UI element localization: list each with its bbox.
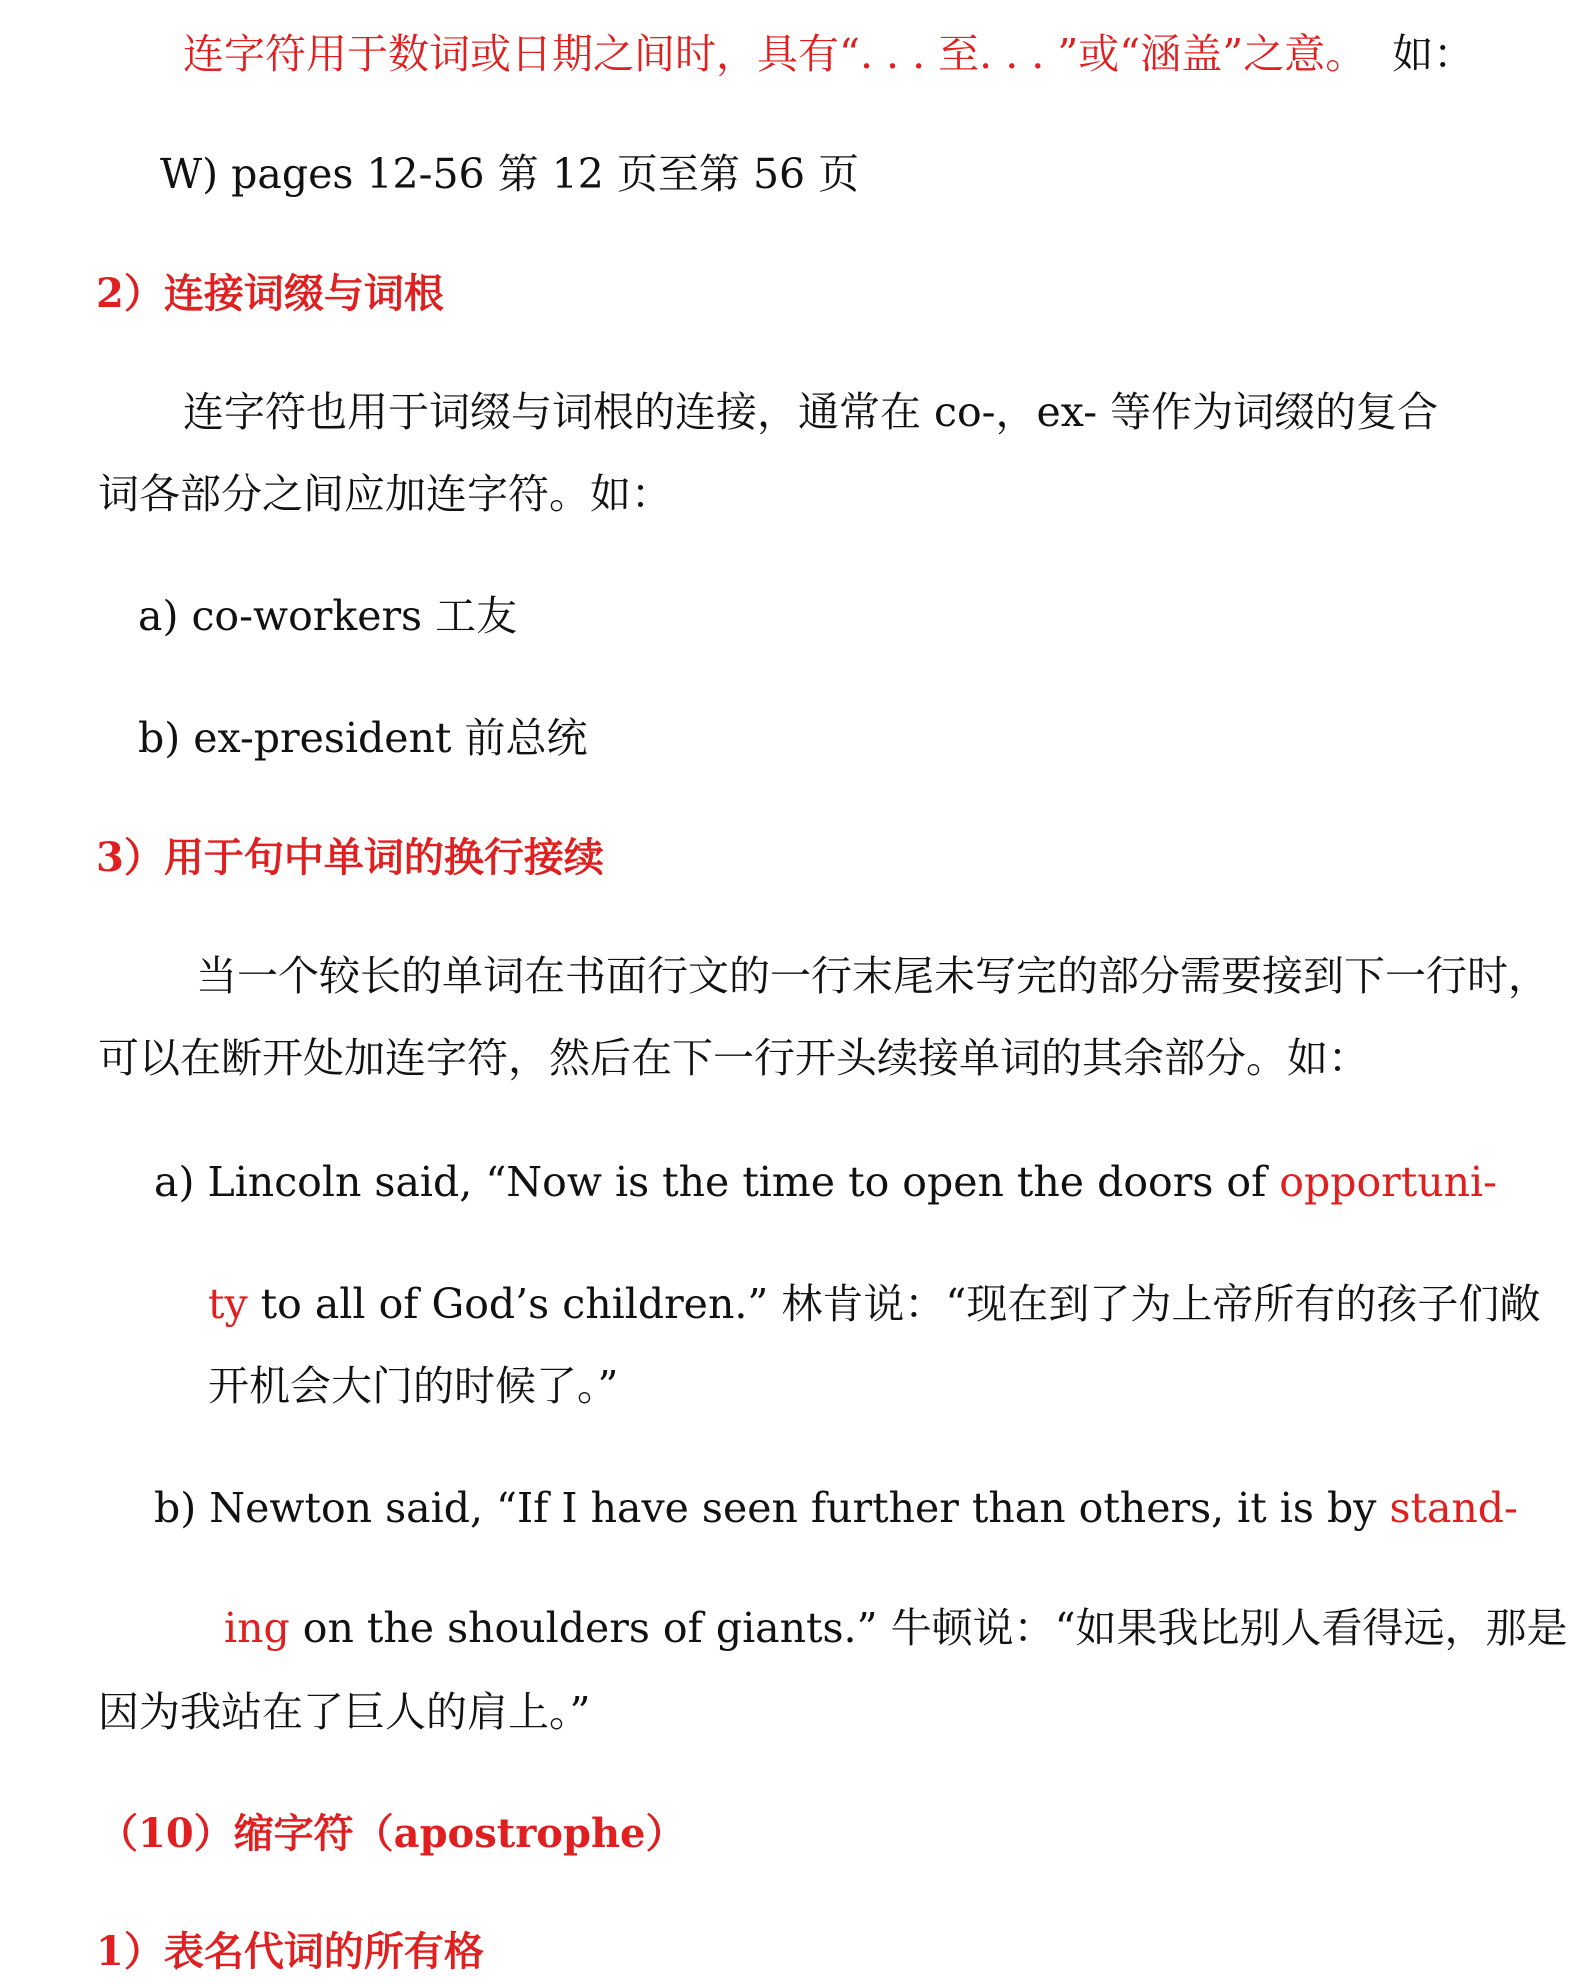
intro-text: 连字符用于数词或日期之间时，具有“. . . 至. . . ”或“涵盖”之意。 xyxy=(183,30,1367,78)
para-3-line1: 当一个较长的单词在书面行文的一行末尾未写完的部分需要接到下一行时， xyxy=(196,952,1549,1000)
para-2-line2: 词各部分之间应加连字符。如： xyxy=(98,470,672,518)
heading-3: 3）用于句中单词的换行接续 xyxy=(96,834,604,881)
example-2b: b) ex-president 前总统 xyxy=(138,714,588,762)
heading-10-1: 1）表名代词的所有格 xyxy=(96,1928,484,1975)
example-3a-line2-text: to all of God’s children.” 林肯说：“现在到了为上帝所有的孩子们敞 xyxy=(247,1280,1541,1328)
example-3b-line1-text: b) Newton said, “If I have seen further than others, it is by xyxy=(154,1484,1390,1532)
example-3b-line1-red: stand- xyxy=(1389,1484,1518,1532)
para-3-line2: 可以在断开处加连字符，然后在下一行开头续接单词的其余部分。如： xyxy=(98,1034,1369,1082)
example-w: W) pages 12-56 第 12 页至第 56 页 xyxy=(160,150,860,198)
example-3b-line2-red: ing xyxy=(224,1604,290,1652)
heading-2: 2）连接词缀与词根 xyxy=(96,270,444,317)
intro-line xyxy=(183,28,1474,80)
example-3b-line3: 因为我站在了巨人的肩上。” xyxy=(98,1688,591,1736)
heading-10: （10）缩字符（apostrophe） xyxy=(98,1810,686,1857)
example-3a-line2 xyxy=(208,1278,1540,1330)
example-3b-line2-text: on the shoulders of giants.” 牛顿说：“如果我比别人看得远，那是 xyxy=(289,1604,1568,1652)
example-2a: a) co-workers 工友 xyxy=(138,592,518,640)
example-3a-line1-red: opportuni- xyxy=(1279,1158,1497,1206)
example-3a-line2-red: ty xyxy=(208,1280,248,1328)
example-3b-line2 xyxy=(224,1602,1568,1654)
intro-suffix: 如： xyxy=(1392,30,1475,78)
example-3a-line3: 开机会大门的时候了。” xyxy=(208,1362,619,1410)
example-3a-line1-text: a) Lincoln said, “Now is the time to open the doors of xyxy=(154,1158,1280,1206)
example-3a-line1 xyxy=(154,1156,1497,1208)
para-2-line1: 连字符也用于词缀与词根的连接，通常在 co-，ex- 等作为词缀的复合 xyxy=(183,388,1439,436)
example-3b-line1 xyxy=(154,1482,1518,1534)
